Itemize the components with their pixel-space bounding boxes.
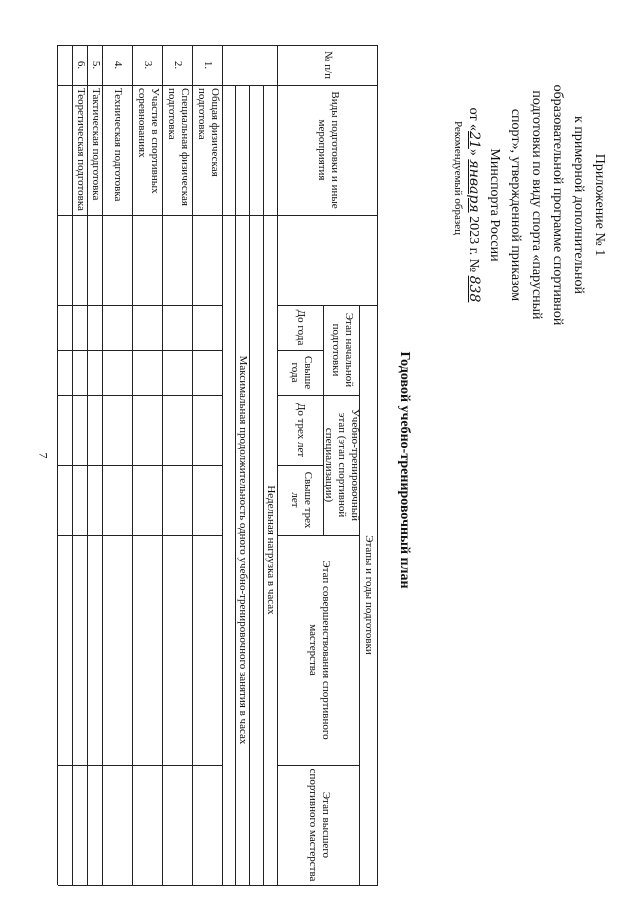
- header-kind: Виды подготовки и иные мероприятия: [316, 91, 341, 209]
- table-title: Годовой учебно-тренировочный план: [397, 351, 412, 589]
- max-duration-row: Максимальная продолжительность одного учебно-тренировочного занятия в часах: [237, 355, 250, 745]
- appendix-line: Минспорта России: [487, 148, 502, 262]
- appendix-line: образовательной программе спортивной: [550, 84, 565, 326]
- appendix-line: к примерной дополнительной: [571, 116, 586, 294]
- date-prefix: от «: [466, 107, 481, 132]
- row-number: 1.: [202, 60, 215, 70]
- row-number: 3.: [142, 60, 155, 70]
- sample-label: Рекомендуемый образец: [452, 120, 464, 236]
- order-number: 838: [466, 275, 482, 303]
- row-number: 6.: [75, 60, 87, 70]
- row-number: 5.: [90, 60, 102, 70]
- weekly-load-row: Недельная нагрузка в часах: [265, 485, 278, 615]
- header-up-to-year: До года: [295, 309, 308, 346]
- row-name: Специальная физическая подготовка: [166, 88, 191, 206]
- appendix-header: [463, 50, 610, 360]
- page-number: 7: [36, 452, 51, 459]
- order-date-line: [463, 50, 484, 360]
- date-year: 2023 г. №: [466, 212, 481, 276]
- header-stage-training: Учебно-тренировочный этап (этап спортивной специализации): [323, 409, 362, 521]
- appendix-line: Приложение № 1: [592, 153, 607, 257]
- header-over-year: Свыше года: [289, 355, 314, 390]
- row-name: Тактическая подготовка: [90, 88, 102, 201]
- row-number: 2.: [172, 60, 185, 70]
- row-number: 4.: [112, 60, 125, 70]
- header-stage-improvement: Этап совершенствования спортивного мастерства: [307, 560, 332, 740]
- date-mid: »: [466, 148, 481, 160]
- date-day: 21: [466, 131, 482, 149]
- row-name: Общая физическая подготовка: [196, 88, 221, 177]
- header-number: № п/п: [322, 50, 335, 80]
- header-stage-initial: Этап начальной подготовки: [330, 312, 355, 388]
- row-name: Участие в спортивных соревнованиях: [136, 88, 161, 194]
- header-up-to-three: До трех лет: [295, 402, 308, 458]
- header-stage-higher: Этап высшего спортивного мастерства: [307, 768, 332, 882]
- appendix-line: подготовки по виду спорта «парусный: [529, 90, 544, 320]
- date-month: января: [466, 159, 482, 213]
- header-over-three: Свыше трех лет: [289, 471, 314, 529]
- training-plan-table: [40, 45, 378, 885]
- row-name: Техническая подготовка: [112, 88, 125, 202]
- appendix-line: спорт», утвержденной приказом: [508, 108, 523, 302]
- row-name: Теоретическая подготовка: [75, 88, 87, 211]
- header-stages: Этапы и годы подготовки: [363, 535, 376, 655]
